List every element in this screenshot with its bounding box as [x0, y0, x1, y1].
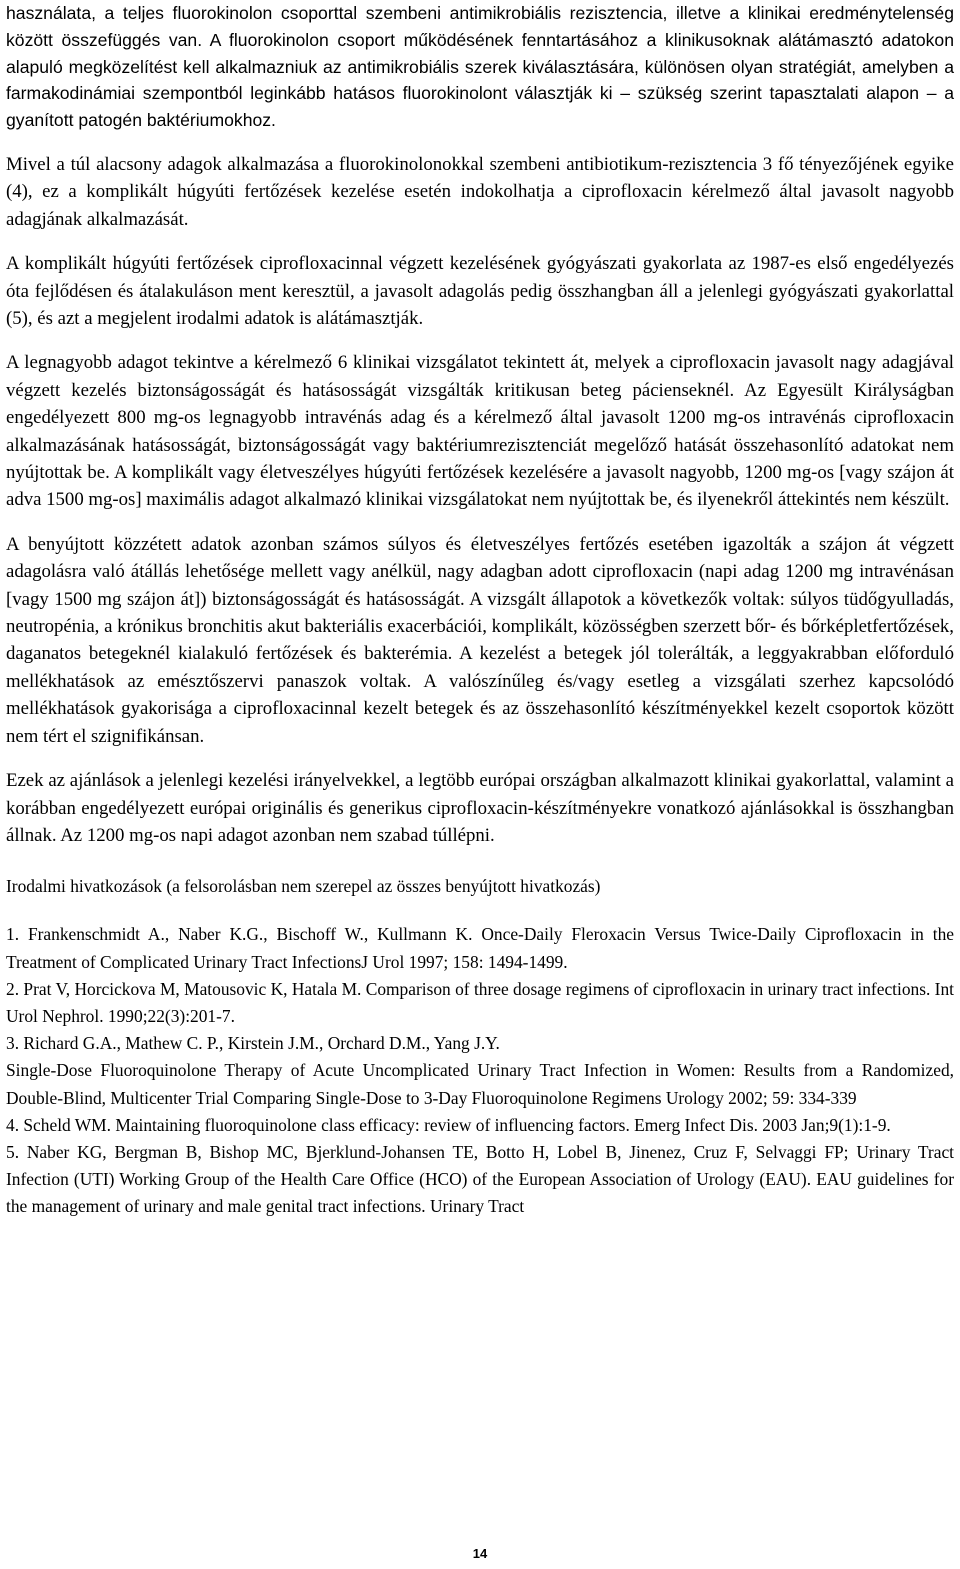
paragraph-fluoroquinolone-strategy: használata, a teljes fluorokinolon csoporttal szembeni antimikrobiális rezisztencia, illetve a klinikai eredménytelenség között összefüggés van. A fluorokinolon csoport működésének fenntartásához a klinikusoknak alátámasztó adatokon alapuló megközelítést kell alkalmazniuk az antimikrobiális szerek kiválasztására, különösen olyan stratégiát, amelyben a farmakodinámiai szempontból leginkább hatásos fluorokinolont választják ki – szükség szerint tapasztalati alapon – a gyanított patogén baktériumokhoz.: [6, 3, 954, 131]
paragraph-highest-dose: A legnagyobb adagot tekintve a kérelmező 6 klinikai vizsgálatot tekintett át, melyek a ciprofloxacin javasolt nagy adagjával végzett kezelés biztonságosságát és hatásosságát vizsgálták kritikusan beteg pácienseknél. Az Egyesült Királyságban engedélyezett 800 mg-os legnagyobb intravénás adag és a kérelmező által javasolt 1200 mg-os intravénás ciprofloxacin alkalmazásának hatásosságát, biztonságosságát vagy baktériumrezisztenciát megelőző hatását összehasonlító adatokat nem nyújtottak be. A komplikált vagy életveszélyes húgyúti fertőzések kezelésére a javasolt nagyobb, 1200 mg-os [vagy szájon át adva 1500 mg-os] maximális adagot alkalmazó klinikai vizsgálatokat nem nyújtottak be, és ilyenekről áttekintés nem készült.: [6, 352, 954, 511]
references-list: [6, 921, 954, 1220]
paragraph-recommendations: Ezek az ajánlások a jelenlegi kezelési irányelvekkel, a legtöbb európai országban alkalmazott klinikai gyakorlattal, valamint a korábban engedélyezett európai originális és generikus ciprofloxacin-készítményekre vonatkozó ajánlásokkal is összhangban állnak. Az 1200 mg-os napi adagot azonban nem szabad túllépni.: [6, 770, 954, 846]
references-heading: Irodalmi hivatkozások (a felsorolásban nem szerepel az összes benyújtott hivatkozás): [6, 876, 601, 897]
page-number: 14: [472, 1546, 488, 1561]
reference-item-title: Single-Dose Fluoroquinolone Therapy of Acute Uncomplicated Urinary Tract Infection in Women: Results from a Randomized, Double-Blind, Multicenter Trial Comparing Single-Dose to 3-Day Fluoroquinolone Regimens Urology 2002; 59: 334-339: [6, 1060, 954, 1108]
paragraph-clinical-practice: A komplikált húgyúti fertőzések ciprofloxacinnal végzett kezelésének gyógyászati gyakorlata az 1987-es első engedélyezés óta fejlődésen és átalakuláson ment keresztül, a javasolt adagolás pedig összhangban áll a jelenlegi gyógyászati gyakorlattal (5), és azt a megjelent irodalmi adatok is alátámasztják.: [6, 253, 954, 330]
reference-item: 5. Naber KG, Bergman B, Bishop MC, Bjerklund-Johansen TE, Botto H, Lobel B, Jinenez, Cruz F, Selvaggi FP; Urinary Tract Infection (UTI) Working Group of the Health Care Office (HCO) of the European Association of Urology (EAU). EAU guidelines for the management of urinary and male genital tract infections. Urinary Tract: [6, 1141, 954, 1217]
paragraph-published-data: A benyújtott közzétett adatok azonban számos súlyos és életveszélyes fertőzés esetében igazolták a szájon át végzett adagolásra való átállás lehetősége mellett vagy anélkül, nagy adagban adott ciprofloxacin (napi adag 1200 mg intravénásan [vagy 1500 mg szájon át]) biztonságosságát és hatásosságát. A vizsgált állapotok a következők voltak: súlyos tüdőgyulladás, neutropénia, a krónikus bronchitis akut bakteriális exacerbációi, komplikált, közösségben szerzett bőr- és bőrképletfertőzések, daganatos betegeknél kialakuló fertőzések és bakterémia. A kezelést a betegek jól tolerálták, a leggyakrabban előforduló mellékhatások az emésztőszervi panaszok voltak. A valószínűleg és/vagy esetleg a vizsgálati szerhez kapcsolódó mellékhatások gyakorisága a ciprofloxacinnal kezelt betegek és az összehasonlító készítményekkel kezelt csoportok között nem tért el szignifikánsan.: [6, 533, 954, 747]
reference-item: 2. Prat V, Horcickova M, Matousovic K, Hatala M. Comparison of three dosage regimens of ciprofloxacin in urinary tract infections. Int Urol Nephrol. 1990;22(3):201-7.: [6, 978, 954, 1026]
reference-item: 3. Richard G.A., Mathew C. P., Kirstein J.M., Orchard D.M., Yang J.Y.: [6, 1033, 500, 1054]
paragraph-low-dose-resistance: Mivel a túl alacsony adagok alkalmazása a fluorokinolonokkal szembeni antibiotikum-rezisztencia 3 fő tényezőjének egyike (4), ez a komplikált húgyúti fertőzések kezelése esetén indokolhatja a ciprofloxacin kérelmező által javasolt nagyobb adagjának alkalmazását.: [6, 153, 954, 230]
reference-item: 4. Scheld WM. Maintaining fluoroquinolone class efficacy: review of influencing factors. Emerg Infect Dis. 2003 Jan;9(1):1-9.: [6, 1114, 891, 1135]
reference-item: 1. Frankenschmidt A., Naber K.G., Bischoff W., Kullmann K. Once-Daily Fleroxacin Versus Twice-Daily Ciprofloxacin in the Treatment of Complicated Urinary Tract InfectionsJ Urol 1997; 158: 1494-1499.: [6, 924, 954, 972]
